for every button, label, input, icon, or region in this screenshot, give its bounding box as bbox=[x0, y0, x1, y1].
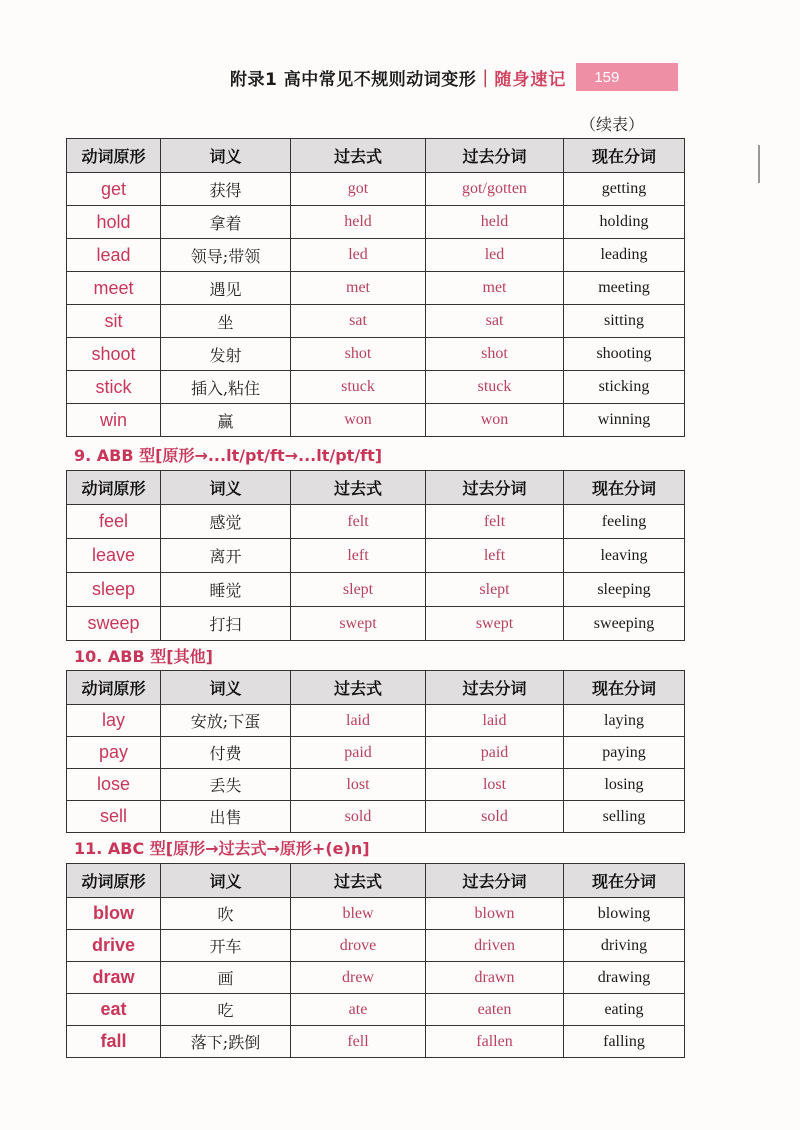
meaning-header: 词义 bbox=[161, 671, 291, 705]
header-title: 附录1 高中常见不规则动词变形 bbox=[230, 69, 477, 90]
base-form-cell: shoot bbox=[67, 338, 161, 371]
present-participle-cell: sweeping bbox=[564, 607, 685, 641]
base-form-cell: hold bbox=[67, 206, 161, 239]
base-form-cell: win bbox=[67, 404, 161, 437]
table-row bbox=[67, 272, 685, 305]
past-participle-cell: driven bbox=[426, 930, 564, 962]
base-form-cell: lose bbox=[67, 769, 161, 801]
base-form-cell: feel bbox=[67, 505, 161, 539]
present-participle-cell: laying bbox=[564, 705, 685, 737]
base-form-cell: sweep bbox=[67, 607, 161, 641]
past-participle-cell: drawn bbox=[426, 962, 564, 994]
table-row bbox=[67, 371, 685, 404]
meaning-cell: 睡觉 bbox=[161, 573, 291, 607]
table-row bbox=[67, 539, 685, 573]
meaning-cell: 付费 bbox=[161, 737, 291, 769]
past-participle-cell: sat bbox=[426, 305, 564, 338]
meaning-cell: 出售 bbox=[161, 801, 291, 833]
past-tense-cell: got bbox=[291, 173, 426, 206]
base-form-cell: eat bbox=[67, 994, 161, 1026]
meaning-cell: 拿着 bbox=[161, 206, 291, 239]
verb-table-abb-lt-pt-ft bbox=[66, 470, 685, 641]
present-participle-cell: losing bbox=[564, 769, 685, 801]
past-tense-cell: shot bbox=[291, 338, 426, 371]
base-form-cell: draw bbox=[67, 962, 161, 994]
base-form-cell: pay bbox=[67, 737, 161, 769]
present-participle-cell: sticking bbox=[564, 371, 685, 404]
table-header-row bbox=[67, 864, 685, 898]
base-form-cell: sit bbox=[67, 305, 161, 338]
table-row bbox=[67, 338, 685, 371]
table-row bbox=[67, 737, 685, 769]
verb-table-abb-other bbox=[66, 670, 685, 833]
present-participle-cell: leading bbox=[564, 239, 685, 272]
past-tense-cell: paid bbox=[291, 737, 426, 769]
table-row bbox=[67, 1026, 685, 1058]
header-separator: | bbox=[482, 66, 489, 88]
present-participle-cell: driving bbox=[564, 930, 685, 962]
past-participle-header: 过去分词 bbox=[426, 864, 564, 898]
past-tense-cell: held bbox=[291, 206, 426, 239]
meaning-cell: 落下;跌倒 bbox=[161, 1026, 291, 1058]
past-participle-cell: lost bbox=[426, 769, 564, 801]
table-row bbox=[67, 705, 685, 737]
past-tense-header: 过去式 bbox=[291, 864, 426, 898]
past-participle-cell: paid bbox=[426, 737, 564, 769]
past-tense-cell: drew bbox=[291, 962, 426, 994]
past-participle-cell: slept bbox=[426, 573, 564, 607]
margin-mark bbox=[758, 145, 760, 183]
table-row bbox=[67, 801, 685, 833]
past-participle-cell: laid bbox=[426, 705, 564, 737]
meaning-cell: 吹 bbox=[161, 898, 291, 930]
table-row bbox=[67, 239, 685, 272]
past-participle-cell: won bbox=[426, 404, 564, 437]
meaning-cell: 赢 bbox=[161, 404, 291, 437]
past-participle-cell: held bbox=[426, 206, 564, 239]
table-row bbox=[67, 898, 685, 930]
past-tense-cell: led bbox=[291, 239, 426, 272]
meaning-cell: 离开 bbox=[161, 539, 291, 573]
past-participle-cell: sold bbox=[426, 801, 564, 833]
past-tense-cell: lost bbox=[291, 769, 426, 801]
table-row bbox=[67, 607, 685, 641]
present-participle-header: 现在分词 bbox=[564, 671, 685, 705]
past-participle-header: 过去分词 bbox=[426, 471, 564, 505]
past-tense-cell: ate bbox=[291, 994, 426, 1026]
base-form-cell: sell bbox=[67, 801, 161, 833]
present-participle-cell: blowing bbox=[564, 898, 685, 930]
meaning-cell: 丢失 bbox=[161, 769, 291, 801]
past-tense-cell: sold bbox=[291, 801, 426, 833]
past-participle-cell: swept bbox=[426, 607, 564, 641]
base-form-cell: leave bbox=[67, 539, 161, 573]
header-subtitle: 随身速记 bbox=[494, 69, 567, 90]
past-tense-cell: laid bbox=[291, 705, 426, 737]
base-form-cell: sleep bbox=[67, 573, 161, 607]
past-tense-cell: blew bbox=[291, 898, 426, 930]
base-form-cell: lead bbox=[67, 239, 161, 272]
base-form-header: 动词原形 bbox=[67, 864, 161, 898]
table-row bbox=[67, 206, 685, 239]
present-participle-cell: falling bbox=[564, 1026, 685, 1058]
past-participle-cell: stuck bbox=[426, 371, 564, 404]
past-participle-cell: blown bbox=[426, 898, 564, 930]
present-participle-cell: selling bbox=[564, 801, 685, 833]
meaning-cell: 坐 bbox=[161, 305, 291, 338]
past-tense-cell: drove bbox=[291, 930, 426, 962]
present-participle-cell: sleeping bbox=[564, 573, 685, 607]
past-participle-cell: felt bbox=[426, 505, 564, 539]
present-participle-cell: paying bbox=[564, 737, 685, 769]
past-participle-cell: met bbox=[426, 272, 564, 305]
base-form-header: 动词原形 bbox=[67, 471, 161, 505]
past-tense-header: 过去式 bbox=[291, 139, 426, 173]
table-row bbox=[67, 404, 685, 437]
base-form-cell: get bbox=[67, 173, 161, 206]
present-participle-cell: feeling bbox=[564, 505, 685, 539]
present-participle-cell: holding bbox=[564, 206, 685, 239]
base-form-cell: blow bbox=[67, 898, 161, 930]
meaning-header: 词义 bbox=[161, 864, 291, 898]
meaning-cell: 感觉 bbox=[161, 505, 291, 539]
present-participle-cell: sitting bbox=[564, 305, 685, 338]
past-tense-cell: won bbox=[291, 404, 426, 437]
present-participle-cell: winning bbox=[564, 404, 685, 437]
table-header-row bbox=[67, 471, 685, 505]
table-row bbox=[67, 573, 685, 607]
past-participle-cell: left bbox=[426, 539, 564, 573]
table-row bbox=[67, 305, 685, 338]
verb-table-continued bbox=[66, 138, 685, 437]
table-row bbox=[67, 769, 685, 801]
past-tense-header: 过去式 bbox=[291, 671, 426, 705]
meaning-cell: 开车 bbox=[161, 930, 291, 962]
past-participle-cell: fallen bbox=[426, 1026, 564, 1058]
page-header bbox=[230, 62, 730, 92]
past-tense-cell: felt bbox=[291, 505, 426, 539]
base-form-cell: meet bbox=[67, 272, 161, 305]
base-form-cell: fall bbox=[67, 1026, 161, 1058]
past-tense-header: 过去式 bbox=[291, 471, 426, 505]
present-participle-cell: meeting bbox=[564, 272, 685, 305]
meaning-cell: 打扫 bbox=[161, 607, 291, 641]
present-participle-header: 现在分词 bbox=[564, 864, 685, 898]
table-row bbox=[67, 173, 685, 206]
section-title-9: 9. ABB 型[原形→...lt/pt/ft→...lt/pt/ft] bbox=[74, 446, 383, 465]
meaning-header: 词义 bbox=[161, 471, 291, 505]
present-participle-cell: getting bbox=[564, 173, 685, 206]
meaning-cell: 吃 bbox=[161, 994, 291, 1026]
present-participle-cell: eating bbox=[564, 994, 685, 1026]
past-tense-cell: left bbox=[291, 539, 426, 573]
meaning-cell: 领导;带领 bbox=[161, 239, 291, 272]
past-participle-cell: got/gotten bbox=[426, 173, 564, 206]
meaning-header: 词义 bbox=[161, 139, 291, 173]
meaning-cell: 插入,粘住 bbox=[161, 371, 291, 404]
verb-table-abc bbox=[66, 863, 685, 1058]
past-tense-cell: sat bbox=[291, 305, 426, 338]
meaning-cell: 获得 bbox=[161, 173, 291, 206]
meaning-cell: 安放;下蛋 bbox=[161, 705, 291, 737]
present-participle-header: 现在分词 bbox=[564, 471, 685, 505]
past-participle-header: 过去分词 bbox=[426, 139, 564, 173]
past-participle-cell: eaten bbox=[426, 994, 564, 1026]
base-form-cell: drive bbox=[67, 930, 161, 962]
past-tense-cell: slept bbox=[291, 573, 426, 607]
past-tense-cell: met bbox=[291, 272, 426, 305]
meaning-cell: 画 bbox=[161, 962, 291, 994]
past-participle-cell: led bbox=[426, 239, 564, 272]
table-row bbox=[67, 930, 685, 962]
past-tense-cell: swept bbox=[291, 607, 426, 641]
past-tense-cell: fell bbox=[291, 1026, 426, 1058]
present-participle-cell: drawing bbox=[564, 962, 685, 994]
present-participle-cell: shooting bbox=[564, 338, 685, 371]
present-participle-header: 现在分词 bbox=[564, 139, 685, 173]
base-form-cell: lay bbox=[67, 705, 161, 737]
table-row bbox=[67, 962, 685, 994]
table-header-row bbox=[67, 139, 685, 173]
table-header-row bbox=[67, 671, 685, 705]
meaning-cell: 发射 bbox=[161, 338, 291, 371]
past-tense-cell: stuck bbox=[291, 371, 426, 404]
table-row bbox=[67, 505, 685, 539]
past-participle-cell: shot bbox=[426, 338, 564, 371]
meaning-cell: 遇见 bbox=[161, 272, 291, 305]
base-form-header: 动词原形 bbox=[67, 671, 161, 705]
base-form-cell: stick bbox=[67, 371, 161, 404]
continued-note: （续表） bbox=[580, 115, 645, 134]
page-number-badge bbox=[576, 63, 678, 91]
section-title-11: 11. ABC 型[原形→过去式→原形+(e)n] bbox=[74, 839, 370, 858]
page-number: 159 bbox=[594, 68, 620, 86]
present-participle-cell: leaving bbox=[564, 539, 685, 573]
table-row bbox=[67, 994, 685, 1026]
base-form-header: 动词原形 bbox=[67, 139, 161, 173]
past-participle-header: 过去分词 bbox=[426, 671, 564, 705]
section-title-10: 10. ABB 型[其他] bbox=[74, 647, 213, 666]
